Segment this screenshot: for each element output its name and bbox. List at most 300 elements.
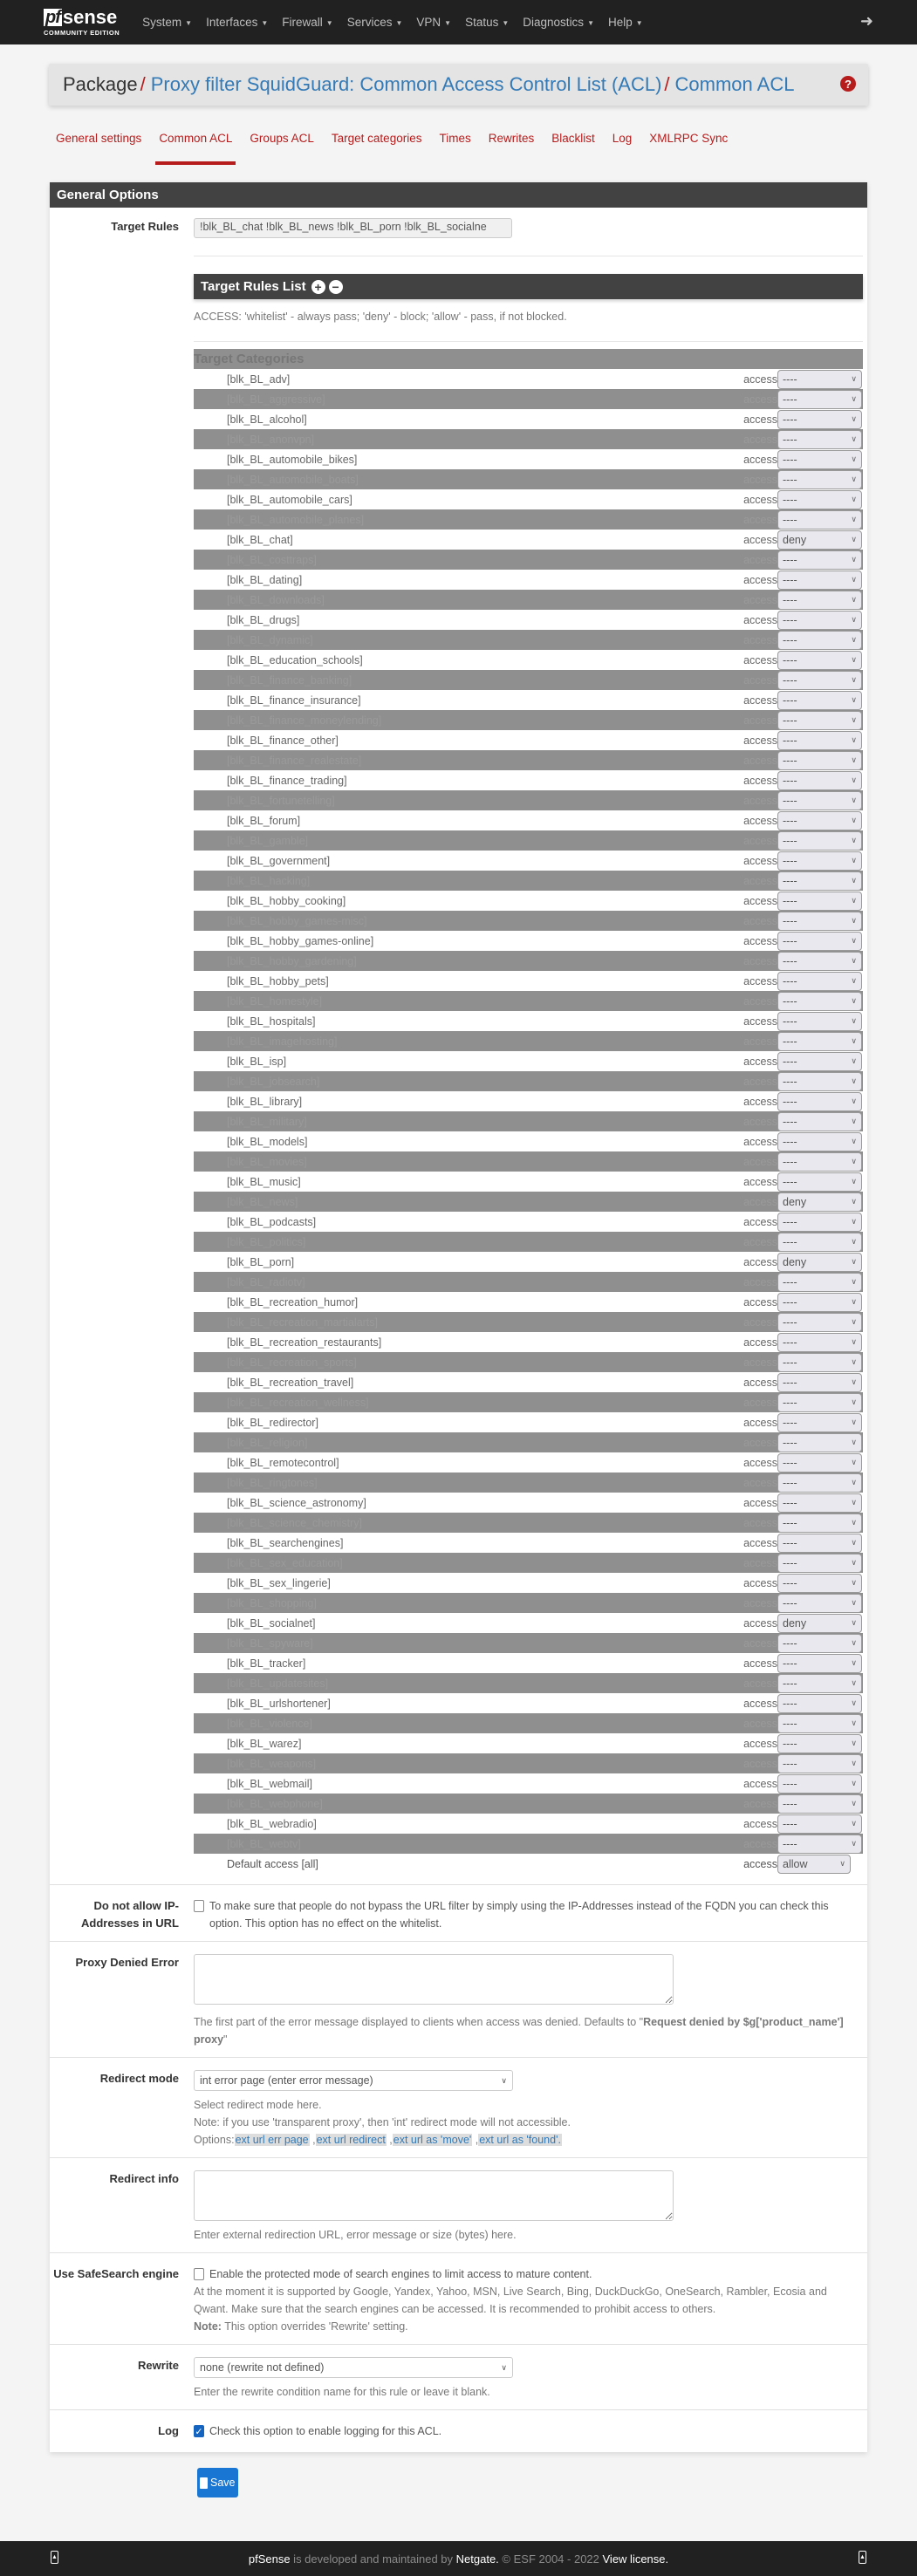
help-prefix: The first part of the error message displayed to clients when access was denied. Defaults to " — [194, 2016, 644, 2028]
category-row — [194, 1011, 863, 1031]
pfsense-logo[interactable] — [44, 5, 120, 37]
option-ext-url-move[interactable]: ext url as 'move' — [393, 2134, 472, 2146]
access-select[interactable] — [777, 530, 862, 550]
category-name: [blk_BL_finance_moneylending] — [194, 710, 725, 730]
chevron-down-icon: ∨ — [851, 1137, 857, 1145]
access-label: access — [725, 1352, 777, 1372]
access-select[interactable] — [777, 1192, 862, 1212]
chevron-down-icon: ∨ — [851, 615, 857, 624]
selected-value: ---- — [783, 894, 797, 907]
note-bold: Note: — [194, 2320, 222, 2333]
selected-value: ---- — [783, 1717, 797, 1730]
access-select[interactable] — [777, 450, 862, 469]
access-label: access — [725, 489, 777, 509]
menu-firewall[interactable] — [275, 16, 339, 29]
access-select[interactable] — [777, 1453, 862, 1472]
caret-down-icon: ▼ — [444, 18, 452, 27]
access-label: access — [725, 1011, 777, 1031]
access-label: access — [725, 1653, 777, 1673]
access-label: access — [725, 610, 777, 630]
chevron-down-icon: ∨ — [851, 1357, 857, 1366]
selected-value: deny — [783, 533, 807, 546]
access-select[interactable] — [777, 611, 862, 630]
category-name: [blk_BL_sex_lingerie] — [194, 1573, 725, 1593]
selected-value: ---- — [783, 974, 797, 987]
category-name: [blk_BL_chat] — [194, 530, 725, 550]
selected-value: deny — [783, 1255, 807, 1268]
minus-circle-icon[interactable]: − — [329, 280, 343, 294]
category-row — [194, 1573, 863, 1593]
selected-value: ---- — [783, 473, 797, 486]
category-row — [194, 389, 863, 409]
chevron-down-icon: ∨ — [851, 475, 857, 483]
menu-diagnostics[interactable] — [516, 16, 601, 29]
chevron-down-icon: ∨ — [851, 816, 857, 824]
access-label: access — [725, 871, 777, 891]
category-name: [blk_BL_library] — [194, 1091, 725, 1111]
breadcrumb-separator: / — [140, 73, 146, 95]
selected-value: ---- — [783, 874, 797, 887]
access-select[interactable] — [777, 1032, 862, 1051]
access-select[interactable] — [777, 470, 862, 489]
access-select[interactable] — [777, 1172, 862, 1192]
caret-down-icon: ▼ — [395, 18, 403, 27]
access-label: access — [725, 1713, 777, 1733]
access-select[interactable] — [777, 871, 862, 891]
access-select[interactable] — [777, 1774, 862, 1794]
category-row — [194, 1412, 863, 1432]
menu-system[interactable] — [135, 16, 199, 29]
rewrite-select[interactable] — [194, 2357, 513, 2378]
category-row — [194, 1312, 863, 1332]
access-select[interactable] — [777, 631, 862, 650]
chevron-down-icon: ∨ — [851, 755, 857, 764]
category-row — [194, 1814, 863, 1834]
category-row — [194, 810, 863, 830]
selected-value: ---- — [783, 714, 797, 727]
chevron-down-icon: ∨ — [851, 635, 857, 644]
log-checkbox[interactable]: ✓ — [195, 2427, 203, 2437]
access-select[interactable] — [777, 571, 862, 590]
category-name: [blk_BL_urlshortener] — [194, 1693, 725, 1713]
access-label: access — [725, 710, 777, 730]
selected-value: none (rewrite not defined) — [200, 2361, 325, 2374]
safesearch-checkbox[interactable] — [194, 2268, 204, 2280]
selected-value: ---- — [783, 1436, 797, 1449]
option-ext-url-redirect[interactable]: ext url redirect — [316, 2134, 386, 2146]
access-select[interactable] — [777, 932, 862, 951]
menu-label: Status — [465, 16, 499, 29]
category-row — [194, 650, 863, 670]
tab-blacklist[interactable]: Blacklist — [551, 132, 595, 145]
redirect-mode-select[interactable] — [194, 2070, 513, 2091]
access-label: access — [725, 1593, 777, 1613]
access-select[interactable] — [777, 1253, 862, 1272]
access-label: access — [725, 750, 777, 770]
access-select[interactable] — [777, 831, 862, 851]
selected-value: ---- — [783, 1215, 797, 1228]
category-row — [194, 1513, 863, 1533]
footer-brand[interactable]: pfSense — [248, 2552, 291, 2566]
selected-value: ---- — [783, 854, 797, 867]
menu-help[interactable] — [601, 16, 650, 29]
chevron-down-icon: ∨ — [851, 1739, 857, 1747]
access-select[interactable] — [777, 1554, 862, 1573]
option-ext-url-err-page[interactable]: ext url err page — [235, 2134, 309, 2146]
menu-status[interactable] — [458, 16, 516, 29]
category-name: [blk_BL_science_astronomy] — [194, 1493, 725, 1513]
tab-rewrites[interactable]: Rewrites — [488, 132, 535, 145]
access-select[interactable] — [777, 1072, 862, 1091]
access-label: access — [725, 851, 777, 871]
category-name: [blk_BL_science_chemistry] — [194, 1513, 725, 1533]
selected-value: ---- — [783, 1336, 797, 1349]
menu-label: VPN — [416, 16, 441, 29]
selected-value: ---- — [783, 934, 797, 947]
category-row — [194, 991, 863, 1011]
access-label: access — [725, 730, 777, 750]
access-label: access — [725, 891, 777, 911]
access-select[interactable] — [777, 851, 862, 871]
access-select[interactable] — [777, 1373, 862, 1392]
access-select[interactable] — [777, 711, 862, 730]
access-select[interactable] — [777, 972, 862, 991]
category-row — [194, 1613, 863, 1633]
access-select[interactable] — [777, 731, 862, 750]
plus-circle-icon[interactable]: + — [311, 280, 325, 294]
access-select[interactable] — [777, 430, 862, 449]
category-name: [blk_BL_updatesites] — [194, 1673, 725, 1693]
access-label: access — [725, 991, 777, 1011]
no-ip-checkbox[interactable] — [194, 1900, 204, 1912]
access-select[interactable] — [777, 671, 862, 690]
category-name: [blk_BL_gamble] — [194, 830, 725, 851]
access-select[interactable] — [777, 651, 862, 670]
menu-interfaces[interactable] — [199, 16, 275, 29]
chevron-down-icon: ∨ — [851, 1839, 857, 1848]
log-label: Log — [158, 2424, 179, 2437]
selected-value: ---- — [783, 814, 797, 827]
safesearch-label: Use SafeSearch engine — [53, 2267, 179, 2280]
selected-value: ---- — [783, 1356, 797, 1369]
category-row — [194, 509, 863, 530]
access-label: access — [725, 1051, 777, 1071]
selected-value: ---- — [783, 1015, 797, 1028]
access-select[interactable] — [777, 691, 862, 710]
footer-company[interactable]: Netgate. — [455, 2552, 499, 2566]
category-name: [blk_BL_automobile_bikes] — [194, 449, 725, 469]
access-select[interactable] — [777, 591, 862, 610]
access-label: access — [725, 1573, 777, 1593]
log-text: Check this option to enable logging for this ACL. — [209, 2425, 442, 2437]
category-row — [194, 1151, 863, 1172]
access-select[interactable] — [777, 791, 862, 810]
category-name: [blk_BL_warez] — [194, 1733, 725, 1753]
category-row — [194, 1111, 863, 1131]
proxy-denied-textarea[interactable] — [194, 1954, 674, 2005]
category-name: [blk_BL_recreation_humor] — [194, 1292, 725, 1312]
access-label: access — [725, 1834, 777, 1854]
category-row — [194, 1292, 863, 1312]
chevron-down-icon: ∨ — [851, 1779, 857, 1787]
category-name: [blk_BL_dating] — [194, 570, 725, 590]
category-row — [194, 1733, 863, 1753]
selected-value: ---- — [783, 1797, 797, 1810]
access-select[interactable] — [777, 1513, 862, 1533]
category-name: [blk_BL_dynamic] — [194, 630, 725, 650]
category-row — [194, 1131, 863, 1151]
access-select[interactable] — [777, 771, 862, 790]
selected-value: ---- — [783, 1396, 797, 1409]
access-label: access — [725, 1513, 777, 1533]
save-button[interactable] — [197, 2468, 238, 2497]
access-select[interactable] — [777, 1493, 862, 1513]
access-label: access — [725, 1372, 777, 1392]
tab-xmlrpc-sync[interactable]: XMLRPC Sync — [649, 132, 729, 145]
access-select[interactable] — [777, 1534, 862, 1553]
selected-value: ---- — [783, 1115, 797, 1128]
access-select[interactable] — [777, 1333, 862, 1352]
access-select[interactable] — [777, 1092, 862, 1111]
access-label: access — [725, 429, 777, 449]
category-row — [194, 369, 863, 389]
access-select[interactable] — [777, 1213, 862, 1232]
access-select[interactable] — [777, 1273, 862, 1292]
chevron-down-icon: ∨ — [851, 1678, 857, 1687]
access-label: access — [725, 1232, 777, 1252]
access-select[interactable] — [777, 410, 862, 429]
scroll-top-icon[interactable]: ▲ — [51, 2551, 58, 2564]
access-select[interactable] — [777, 1313, 862, 1332]
access-label: access — [725, 590, 777, 610]
selected-value: ---- — [783, 593, 797, 606]
access-label: access — [725, 1071, 777, 1091]
selected-value: ---- — [783, 1275, 797, 1288]
selected-value: ---- — [783, 1837, 797, 1850]
footer-license-link[interactable]: View license. — [602, 2552, 669, 2566]
breadcrumb-squidguard-link[interactable]: Proxy filter SquidGuard: Common Access Control List (ACL) — [150, 73, 662, 95]
access-select[interactable] — [777, 1694, 862, 1713]
chevron-down-icon: ∨ — [851, 1036, 857, 1045]
selected-value: ---- — [783, 1075, 797, 1088]
selected-value: ---- — [783, 734, 797, 747]
category-row — [194, 1693, 863, 1713]
category-name: [blk_BL_homestyle] — [194, 991, 725, 1011]
access-select[interactable] — [777, 490, 862, 509]
category-row — [194, 1753, 863, 1773]
breadcrumb-common-acl-link[interactable]: Common ACL — [674, 73, 795, 95]
no-ip-label: Do not allow IP-Addresses in URL — [81, 1899, 179, 1930]
category-row — [194, 1553, 863, 1573]
tab-times[interactable]: Times — [439, 132, 471, 145]
selected-value: ---- — [783, 1596, 797, 1609]
access-label: access — [725, 1192, 777, 1212]
access-label: access — [725, 911, 777, 931]
chevron-down-icon: ∨ — [851, 1618, 857, 1627]
access-select[interactable] — [777, 952, 862, 971]
footer-copyright: © ESF 2004 - 2022 — [498, 2552, 603, 2566]
selected-value: ---- — [783, 633, 797, 646]
category-row — [194, 851, 863, 871]
selected-value: ---- — [783, 573, 797, 586]
category-name: [blk_BL_hobby_cooking] — [194, 891, 725, 911]
default-access-select[interactable] — [777, 1855, 851, 1874]
access-select[interactable] — [777, 370, 862, 389]
category-row — [194, 1533, 863, 1553]
access-label: access — [725, 1753, 777, 1773]
category-row — [194, 1673, 863, 1693]
tab-target-categories[interactable]: Target categories — [331, 132, 422, 145]
access-select[interactable] — [777, 992, 862, 1011]
category-name: [blk_BL_drugs] — [194, 610, 725, 630]
footer-middle: is developed and maintained by — [290, 2552, 456, 2566]
category-name: [blk_BL_news] — [194, 1192, 725, 1212]
tab-general-settings[interactable]: General settings — [56, 132, 142, 145]
access-label: access — [725, 770, 777, 790]
access-label: access — [725, 1111, 777, 1131]
selected-value: ---- — [783, 1175, 797, 1188]
access-select[interactable] — [777, 1714, 862, 1733]
selected-value: ---- — [783, 1536, 797, 1549]
chevron-down-icon: ∨ — [851, 1317, 857, 1326]
access-select[interactable] — [777, 1393, 862, 1412]
access-select[interactable] — [777, 1353, 862, 1372]
selected-value: ---- — [783, 1155, 797, 1168]
chevron-down-icon: ∨ — [851, 1558, 857, 1567]
access-label: access — [725, 650, 777, 670]
access-label: access — [725, 1633, 777, 1653]
access-label: access — [725, 509, 777, 530]
selected-value: ---- — [783, 1456, 797, 1469]
tab-common-acl[interactable]: Common ACL — [150, 132, 241, 165]
access-select[interactable] — [777, 1112, 862, 1131]
category-row — [194, 570, 863, 590]
redirect-info-textarea[interactable] — [194, 2170, 674, 2221]
chevron-down-icon: ∨ — [851, 1076, 857, 1085]
category-row — [194, 1232, 863, 1252]
chevron-down-icon: ∨ — [851, 454, 857, 463]
access-select[interactable] — [777, 892, 862, 911]
option-ext-url-found[interactable]: ext url as 'found'. — [479, 2134, 561, 2146]
access-select[interactable] — [777, 1293, 862, 1312]
chevron-down-icon: ∨ — [501, 2362, 507, 2372]
access-label: access — [725, 389, 777, 409]
category-name: [blk_BL_recreation_sports] — [194, 1352, 725, 1372]
chevron-down-icon: ∨ — [851, 796, 857, 804]
access-label: access — [725, 1493, 777, 1513]
category-row — [194, 1031, 863, 1051]
chevron-down-icon: ∨ — [851, 655, 857, 664]
menu-vpn[interactable] — [409, 16, 458, 29]
footer — [0, 2541, 917, 2576]
target-rules-input[interactable]: !blk_BL_chat !blk_BL_news !blk_BL_porn !blk_BL_socialne — [194, 218, 512, 238]
category-name: [blk_BL_recreation_martialarts] — [194, 1312, 725, 1332]
chevron-down-icon: ∨ — [851, 394, 857, 403]
selected-value: ---- — [783, 754, 797, 767]
menu-services[interactable] — [340, 16, 410, 29]
tab-groups-acl[interactable]: Groups ACL — [250, 132, 314, 145]
access-select[interactable] — [777, 751, 862, 770]
access-select[interactable] — [777, 1674, 862, 1693]
access-select[interactable] — [777, 1594, 862, 1613]
access-select[interactable] — [777, 1473, 862, 1493]
category-name: [blk_BL_searchengines] — [194, 1533, 725, 1553]
proxy-denied-label: Proxy Denied Error — [75, 1956, 179, 1969]
selected-value: ---- — [783, 1476, 797, 1489]
help-icon[interactable]: ? — [840, 76, 856, 92]
access-select[interactable] — [777, 1814, 862, 1834]
access-select[interactable] — [777, 1012, 862, 1031]
chevron-down-icon: ∨ — [851, 956, 857, 965]
category-row — [194, 489, 863, 509]
rewrite-label: Rewrite — [138, 2359, 179, 2372]
access-select[interactable] — [777, 1574, 862, 1593]
access-select[interactable] — [777, 1634, 862, 1653]
access-select[interactable] — [777, 510, 862, 530]
selected-value: ---- — [783, 1095, 797, 1108]
category-row — [194, 1713, 863, 1733]
access-select[interactable] — [777, 1654, 862, 1673]
redirect-info-row — [50, 2158, 867, 2253]
selected-value: deny — [783, 1616, 807, 1630]
selected-value: ---- — [783, 1376, 797, 1389]
access-select[interactable] — [777, 1794, 862, 1814]
chevron-down-icon: ∨ — [851, 1518, 857, 1527]
access-select[interactable] — [777, 1132, 862, 1151]
category-row — [194, 530, 863, 550]
access-select[interactable] — [777, 1754, 862, 1773]
access-select[interactable] — [777, 1413, 862, 1432]
selected-value: ---- — [783, 1055, 797, 1068]
access-select[interactable] — [777, 1433, 862, 1452]
access-select[interactable] — [777, 1152, 862, 1172]
access-select[interactable] — [777, 1614, 862, 1633]
save-disk-icon — [200, 2477, 208, 2489]
access-select[interactable] — [777, 1052, 862, 1071]
chevron-down-icon: ∨ — [851, 1799, 857, 1807]
access-select[interactable] — [777, 1734, 862, 1753]
access-select[interactable] — [777, 1233, 862, 1252]
chevron-down-icon: ∨ — [851, 1759, 857, 1767]
chevron-down-icon: ∨ — [851, 1056, 857, 1065]
scroll-top-icon[interactable]: ▲ — [859, 2551, 866, 2564]
access-select[interactable] — [777, 912, 862, 931]
selected-value: ---- — [783, 1035, 797, 1048]
sign-out-icon[interactable]: ➜ — [859, 12, 873, 30]
access-select[interactable] — [777, 390, 862, 409]
access-select[interactable] — [777, 1835, 862, 1854]
no-ip-row — [50, 1885, 867, 1942]
selected-value: ---- — [783, 834, 797, 847]
logo-sense: sense — [62, 5, 118, 28]
access-label: access — [725, 469, 777, 489]
redirect-info-label: Redirect info — [109, 2172, 179, 2185]
rewrite-help: Enter the rewrite condition name for this rule or leave it blank. — [194, 2386, 490, 2398]
category-name: [blk_BL_hacking] — [194, 871, 725, 891]
category-name: [blk_BL_education_schools] — [194, 650, 725, 670]
menu-label: Help — [607, 16, 633, 29]
access-label: access — [725, 1673, 777, 1693]
menu-label: Services — [346, 16, 393, 29]
category-name: [blk_BL_finance_realestate] — [194, 750, 725, 770]
tab-log[interactable]: Log — [612, 132, 633, 145]
access-select[interactable] — [777, 550, 862, 570]
redirect-mode-help2: Note: if you use 'transparent proxy', then 'int' redirect mode will not accessible. — [194, 2116, 571, 2128]
access-label: access — [725, 1814, 777, 1834]
access-select[interactable] — [777, 811, 862, 830]
chevron-down-icon: ∨ — [851, 695, 857, 704]
target-rules-list-heading — [194, 274, 863, 299]
